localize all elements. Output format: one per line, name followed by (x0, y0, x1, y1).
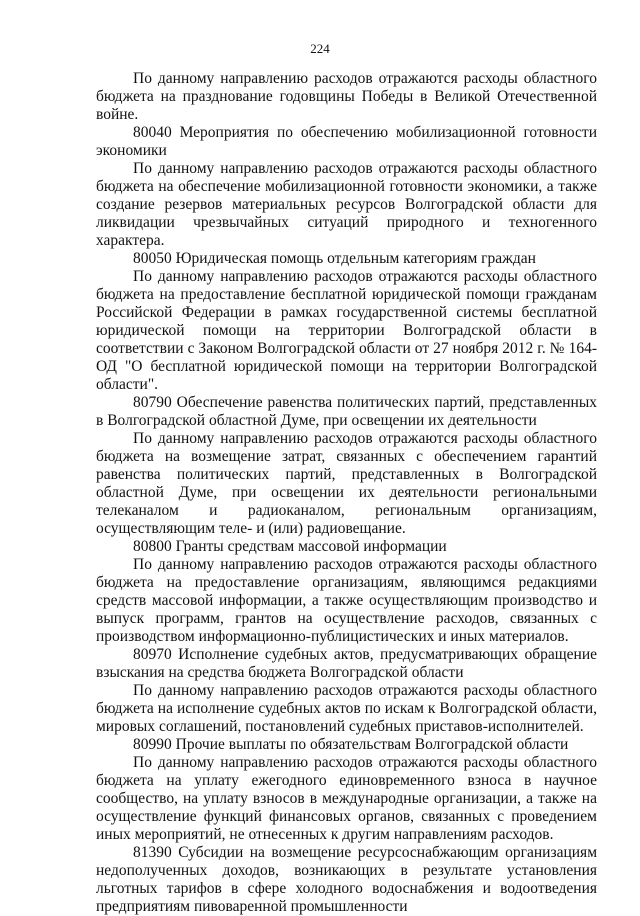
page-number: 224 (310, 41, 330, 56)
paragraph-heading: 80790 Обеспечение равенства политических партий, представленных в Волгоградской областной Думе, при освещении их деятельности (96, 394, 597, 429)
paragraph-body: По данному направлению расходов отражаются расходы областного бюджета на обеспечение мобилизационной готовности экономики, а также создание резервов материальных ресурсов Волгоградской области для ликвидации чрезвычайных ситуаций природного и техногенного характера. (96, 160, 597, 249)
paragraph-body: По данному направлению расходов отражаются расходы областного бюджета на предоставление бесплатной юридической помощи гражданам Российской Федерации в рамках государственной системы бесплатной юридической помощи на территории Волгоградской области в соответствии с Законом Волгоградской области от 27 ноября 2012 г. № 164-ОД "О бесплатной юридической помощи на территории Волгоградской области". (96, 268, 597, 393)
paragraph-heading: 80800 Гранты средствам массовой информации (133, 538, 447, 555)
paragraph-body: По данному направлению расходов отражаются расходы областного бюджета на возмещение затрат, связанных с обеспечением гарантий равенства политических партий, представленных в Волгоградской областной Думе, при освещении их деятельности региональными телеканалом и радиоканалом, региональным организациям, осуществляющим теле- и (или) радиовещание. (96, 430, 597, 537)
paragraph-body: По данному направлению расходов отражаются расходы областного бюджета на празднование годовщины Победы в Великой Отечественной войне. (96, 70, 597, 123)
document-body (96, 70, 597, 916)
paragraph-body: По данному направлению расходов отражаются расходы областного бюджета на уплату ежегодного единовременного взноса в научное сообщество, на уплату взносов в международные организации, а также на осуществление функций финансовых органов, связанных с проведением иных мероприятий, не отнесенных к другим направлениям расходов. (96, 754, 597, 843)
paragraph-heading: 80040 Мероприятия по обеспечению мобилизационной готовности экономики (96, 124, 597, 159)
paragraph-heading: 80050 Юридическая помощь отдельным категориям граждан (133, 250, 536, 267)
paragraph-heading: 80970 Исполнение судебных актов, предусматривающих обращение взыскания на средства бюджета Волгоградской области (96, 646, 597, 681)
paragraph-heading: 81390 Субсидии на возмещение ресурсоснабжающим организациям недополученных доходов, возникающих в результате установления льготных тарифов в сфере холодного водоснабжения и водоотведения предприятиям пивоваренной промышленности (96, 844, 597, 915)
paragraph-body: По данному направлению расходов отражаются расходы областного бюджета на исполнение судебных актов по искам к Волгоградской области, мировых соглашений, постановлений судебных приставов-исполнителей. (96, 682, 597, 735)
paragraph-heading: 80990 Прочие выплаты по обязательствам Волгоградской области (133, 736, 569, 753)
paragraph-body: По данному направлению расходов отражаются расходы областного бюджета на предоставление организациям, являющимся редакциями средств массовой информации, а также осуществляющим производство и выпуск программ, грантов на осуществление расходов, связанных с производством информационно-публицистических и иных материалов. (96, 556, 597, 645)
